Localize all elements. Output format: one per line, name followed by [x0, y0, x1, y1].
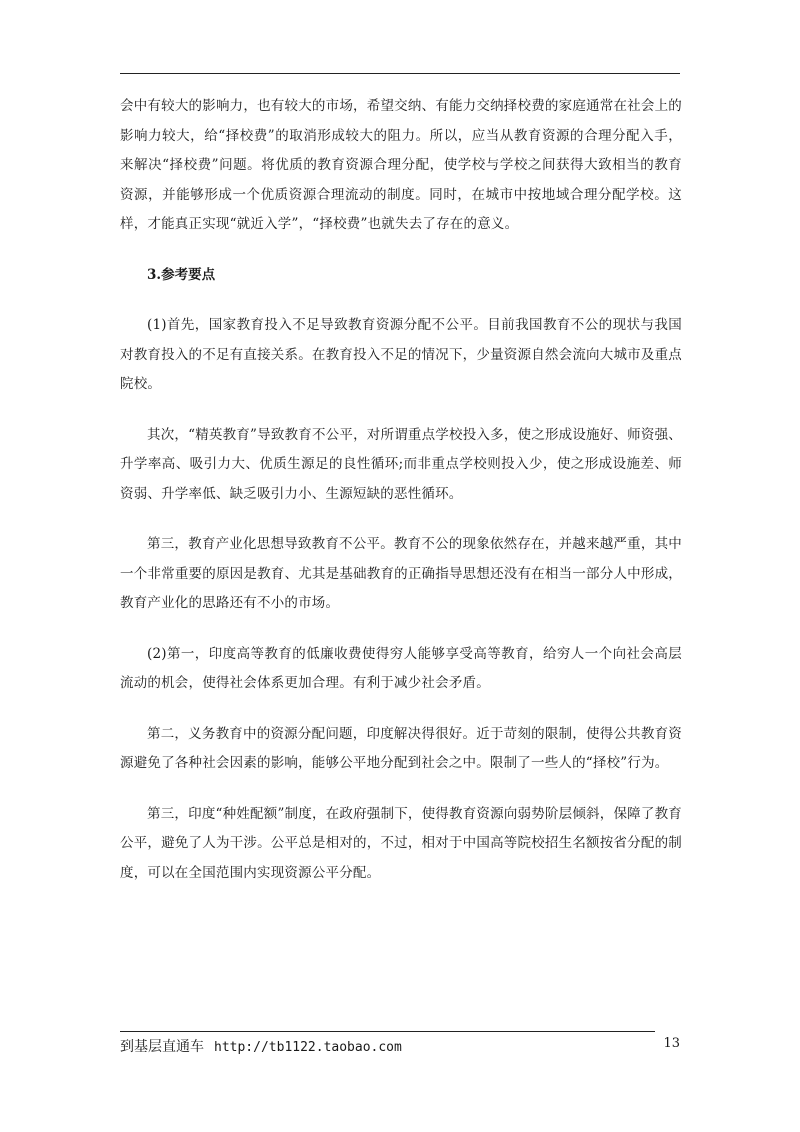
- paragraph-india-2: 第二，义务教育中的资源分配问题，印度解决得很好。近于苛刻的限制，使得公共教育资源避免了各种社会因素的影响，能够公平地分配到社会之中。限制了一些人的“择校”行为。: [120, 725, 682, 771]
- footer-site: [120, 1036, 402, 1056]
- paragraph-point-1: (1)首先，国家教育投入不足导致教育资源分配不公平。目前我国教育不公的现状与我国对教育投入的不足有直接关系。在教育投入不足的情况下，少量资源自然会流向大城市及重点院校。: [120, 317, 682, 392]
- page-footer: [120, 1036, 680, 1058]
- page-number: 13: [663, 1036, 680, 1051]
- document-body: [120, 92, 682, 888]
- header-rule: [120, 73, 680, 74]
- footer-url-link[interactable]: http://tb1122.taobao.com: [214, 1040, 402, 1055]
- footer-rule: [120, 1031, 655, 1032]
- paragraph-continued: 会中有较大的影响力，也有较大的市场，希望交纳、有能力交纳择校费的家庭通常在社会上的影响力较大，给“择校费”的取消形成较大的阻力。所以，应当从教育资源的合理分配入手，来解决“择校费”问题。将优质的教育资源合理分配，使学校与学校之间获得大致相当的教育资源，并能够形成一个优质资源合理流动的制度。同时，在城市中按地域合理分配学校。这样，才能真正实现“就近入学”，“择校费”也就失去了存在的意义。: [120, 98, 682, 232]
- paragraph-india-1: (2)第一，印度高等教育的低廉收费使得穷人能够享受高等教育，给穷人一个向社会高层流动的机会，使得社会体系更加合理。有利于减少社会矛盾。: [120, 645, 682, 691]
- section-heading: 3.参考要点: [147, 266, 216, 283]
- paragraph-india-3: 第三，印度“种姓配额”制度，在政府强制下，使得教育资源向弱势阶层倾斜，保障了教育公平，避免了人为干涉。公平总是相对的，不过，相对于中国高等院校招生名额按省分配的制度，可以在全国范围内实现资源公平分配。: [120, 805, 682, 881]
- paragraph-point-2: 其次，“精英教育”导致教育不公平，对所谓重点学校投入多，使之形成设施好、师资强、升学率高、吸引力大、优质生源足的良性循环;而非重点学校则投入少，使之形成设施差、师资弱、升学率低、缺乏吸引力小、生源短缺的恶性循环。: [120, 426, 682, 502]
- paragraph-point-3: 第三，教育产业化思想导致教育不公平。教育不公的现象依然存在，并越来越严重，其中一个非常重要的原因是教育、尤其是基础教育的正确指导思想还没有在相当一部分人中形成，教育产业化的思路还有不小的市场。: [120, 536, 682, 611]
- footer-site-name: 到基层直通车: [120, 1039, 204, 1055]
